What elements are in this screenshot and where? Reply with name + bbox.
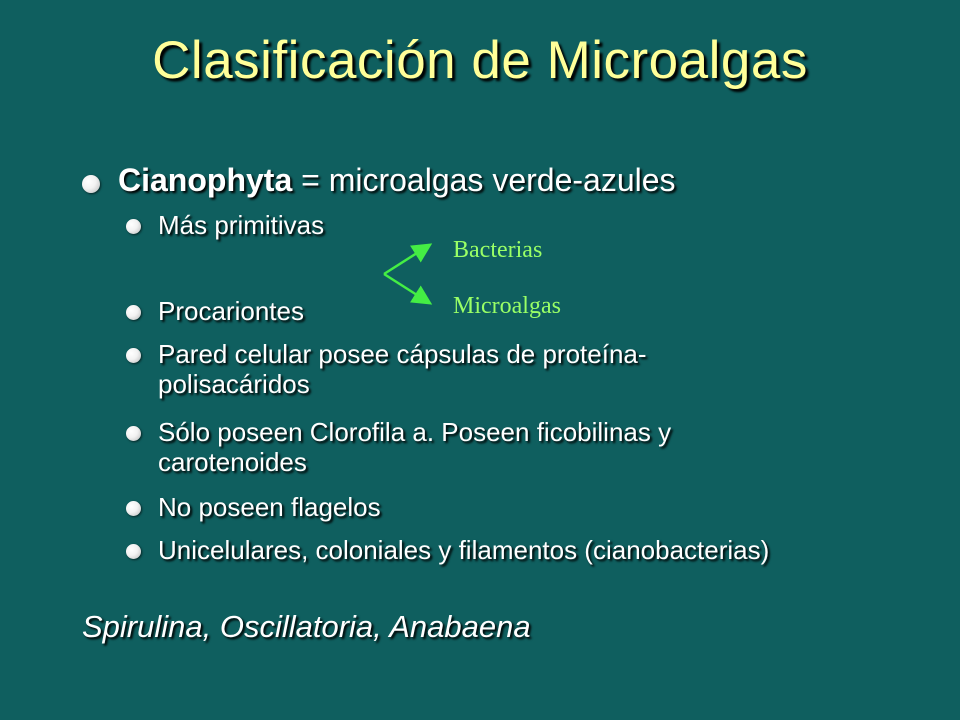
examples-text: Spirulina, Oscillatoria, Anabaena xyxy=(82,609,531,644)
main-bullet-text xyxy=(118,162,676,199)
annotation-microalgas: Microalgas xyxy=(453,293,561,319)
slide-title: Clasificación de Microalgas xyxy=(152,31,808,90)
sub-bullet-text: Más primitivas xyxy=(158,210,325,240)
annotation-bacterias: Bacterias xyxy=(453,237,543,263)
main-bullet-rest: = microalgas verde-azules xyxy=(292,162,676,198)
sub-bullet-text: Pared celular posee cápsulas de proteína-polisacáridos xyxy=(158,339,647,399)
sub-bullet-text: Unicelulares, coloniales y filamentos (cianobacterias) xyxy=(158,535,770,565)
main-bullet-bold: Cianophyta xyxy=(118,162,293,198)
bullet-dot-icon xyxy=(126,305,141,320)
sub-bullet-text: Procariontes xyxy=(158,296,304,326)
bullet-dot-icon xyxy=(126,426,141,441)
bullet-dot-icon xyxy=(126,348,141,363)
sub-bullet-text: No poseen flagelos xyxy=(158,492,381,522)
arrow-up xyxy=(384,246,428,274)
sub-bullet-text: Sólo poseen Clorofila a. Poseen ficobilinas y carotenoides xyxy=(158,417,672,477)
branch-arrows-icon xyxy=(378,240,438,308)
bullet-dot-icon xyxy=(126,501,141,516)
arrow-down xyxy=(384,274,428,302)
bullet-dot-icon xyxy=(126,544,141,559)
bullet-dot-icon xyxy=(126,219,141,234)
bullet-dot-icon xyxy=(82,175,100,193)
